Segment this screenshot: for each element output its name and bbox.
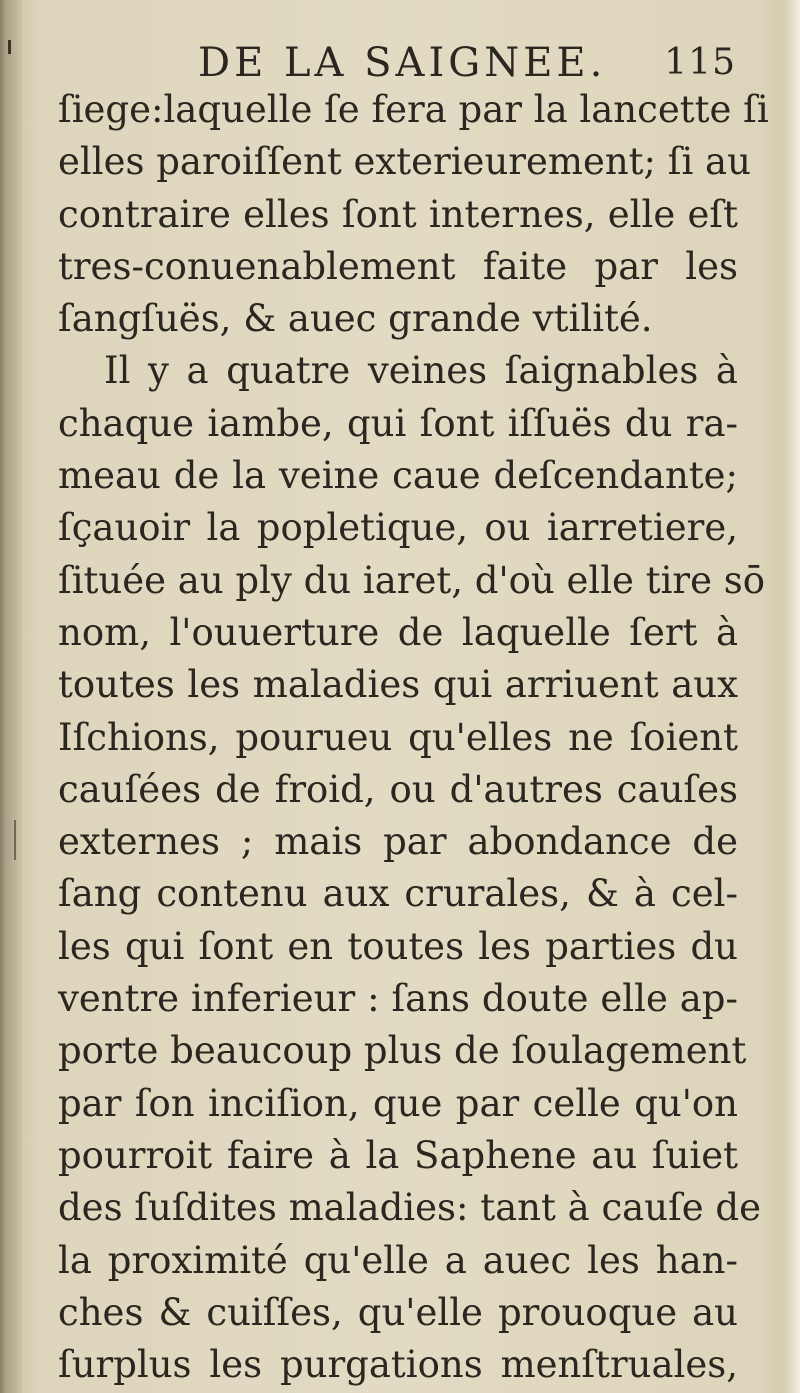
text-line: ſituée au ply du iaret, d'où elle tire sō (58, 558, 766, 602)
text-line: ventre inferieur : ſans doute elle ap- (58, 977, 738, 1021)
body-text (58, 84, 769, 1391)
text-line: porte beaucoup plus de ſoulagement (58, 1029, 747, 1073)
page-number: 115 (664, 42, 736, 83)
binding-shadow-mark (8, 40, 11, 54)
text-line: tres-conuenablement faite par les (58, 244, 738, 288)
text-line: Iſchions, pourueu qu'elles ne ſoient (58, 715, 738, 759)
text-line: elles paroiſſent exterieurement; ſi au (58, 140, 751, 184)
text-line: ſurplus les purgations menſtruales, (58, 1343, 738, 1387)
text-line: ſang contenu aux crurales, & à cel- (58, 872, 738, 916)
text-line: des ſuſdites maladies: tant à cauſe de (58, 1186, 761, 1230)
text-line: cauſées de froid, ou d'autres cauſes (58, 767, 738, 811)
running-title: DE LA SAIGNEE. (198, 40, 607, 86)
text-line: pourroit faire à la Saphene au ſuiet (58, 1133, 738, 1177)
text-line: par ſon inciſion, que par celle qu'on (58, 1081, 738, 1125)
text-line: toutes les maladies qui arriuent aux (58, 663, 738, 707)
text-line: ſiege:laquelle ſe fera par la lancette ſi (58, 88, 769, 131)
text-line: ſçauoir la popletique, ou iarretiere, (58, 506, 738, 550)
text-line: nom, l'ouuerture de laquelle ſert à (58, 610, 738, 654)
text-line: ſangſuës, & auec grande vtilité. (58, 297, 653, 341)
text-line: la proximité qu'elle a auec les han- (58, 1238, 738, 1282)
text-line: meau de la veine caue deſcendante; (58, 454, 738, 498)
text-line: chaque iambe, qui ſont iſſuës du ra- (58, 401, 738, 445)
text-line: externes ; mais par abondance de (58, 820, 738, 864)
text-line-paragraph-start: Il y a quatre veines ſaignables à (104, 349, 738, 393)
text-line: les qui ſont en toutes les parties du (58, 924, 738, 968)
binding-shadow-mark (14, 820, 16, 860)
text-line: contraire elles ſont internes, elle eſt (58, 192, 738, 236)
text-line: ches & cuiſſes, qu'elle prouoque au (58, 1290, 738, 1334)
